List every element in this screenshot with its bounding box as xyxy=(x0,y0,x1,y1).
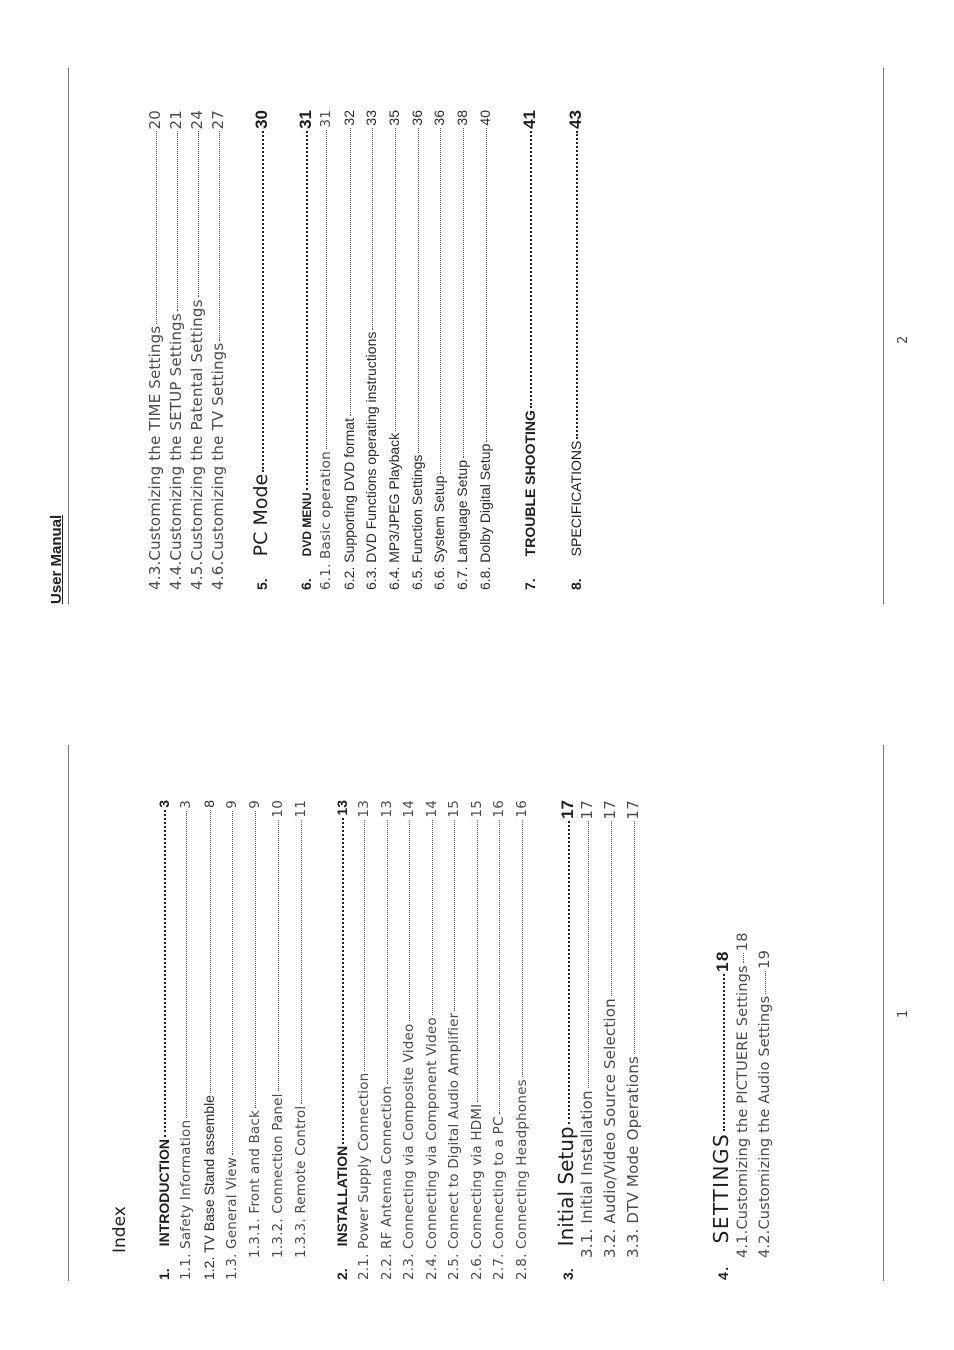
toc-item-6-3[interactable]: 6.3. DVD Functions operating instructions 33 xyxy=(363,110,380,590)
toc-item-2-2[interactable]: 2.2. RF Antenna Connection 13 xyxy=(378,800,395,1280)
toc-item-4-2[interactable]: 4.2.Customizing the Audio Settings 19 xyxy=(757,950,773,1258)
toc-item-1-3-3[interactable]: 1.3.3. Remote Control 11 xyxy=(293,800,309,1258)
toc-section-1[interactable]: 1.INTRODUCTION 3 xyxy=(156,800,172,1280)
toc-right xyxy=(146,110,590,590)
toc-item-6-4[interactable]: 6.4. MP3/JPEG Playback 35 xyxy=(386,110,403,590)
toc-section-7[interactable]: 7.TROUBLE SHOOTING 41 xyxy=(519,110,539,590)
toc-item-4-3[interactable]: 4.3.Customizing the TIME Settings 20 xyxy=(146,110,164,590)
page-number-right: 2 xyxy=(896,335,911,344)
page-number-left: 1 xyxy=(896,1009,911,1018)
toc-item-2-6[interactable]: 2.6. Connecting via HDMI 15 xyxy=(468,800,485,1280)
toc-item-1-1[interactable]: 1.1. Safety Information 3 xyxy=(178,800,194,1280)
toc-section-5[interactable]: 5.PC Mode 30 xyxy=(250,110,272,590)
bottom-left-rule xyxy=(68,745,69,1281)
toc-item-1-2[interactable]: 1.2. TV Base Stand assemble 8 xyxy=(201,800,217,1280)
toc-item-4-1[interactable]: 4.1.Customizing the PICTUERE Settings 18 xyxy=(735,932,751,1258)
toc-item-2-7[interactable]: 2.7. Connecting to a PC 16 xyxy=(491,800,507,1280)
toc-item-1-3-1[interactable]: 1.3.1. Front and Back 9 xyxy=(247,800,263,1258)
toc-item-4-4[interactable]: 4.4.Customizing the SETUP Settings 21 xyxy=(167,110,185,590)
toc-item-3-2[interactable]: 3.2. Audio/Video Source Selection 17 xyxy=(601,800,619,1258)
toc-item-6-1[interactable]: 6.1. Basic operation 31 xyxy=(318,110,334,590)
toc-item-4-5[interactable]: 4.5.Customizing the Patental Settings 24 xyxy=(188,110,206,590)
toc-item-2-3[interactable]: 2.3. Connecting via Composite Video 14 xyxy=(401,800,417,1280)
toc-item-2-5[interactable]: 2.5. Connect to Digital Audio Amplifier 15 xyxy=(446,800,462,1280)
toc-item-2-8[interactable]: 2.8. Connecting Headphones 16 xyxy=(513,800,530,1280)
bottom-right-rule xyxy=(883,745,884,1281)
header-label: User Manual xyxy=(48,514,65,604)
toc-item-6-6[interactable]: 6.6. System Setup 36 xyxy=(431,110,448,590)
toc-item-1-3-2[interactable]: 1.3.2. Connection Panel 10 xyxy=(270,800,286,1258)
toc-item-1-3[interactable]: 1.3. General View 9 xyxy=(224,800,240,1280)
toc-section-4[interactable]: 4.SETTINGS 18 xyxy=(709,950,733,1280)
toc-item-2-4[interactable]: 2.4. Connecting via Component Video 14 xyxy=(423,800,440,1280)
toc-item-6-5[interactable]: 6.5. Function Settings 36 xyxy=(408,110,425,590)
toc-item-6-8[interactable]: 6.8. Dolby Digital Setup 40 xyxy=(476,110,493,590)
toc-left xyxy=(156,800,779,1280)
toc-section-3[interactable]: 3.Initial Setup 17 xyxy=(554,800,578,1280)
toc-item-2-1[interactable]: 2.1. Power Supply Connection 13 xyxy=(356,800,372,1280)
toc-item-3-1[interactable]: 3.1. Initial Installation 17 xyxy=(578,800,596,1258)
index-title: Index xyxy=(110,1206,130,1253)
toc-item-3-3[interactable]: 3.3. DTV Mode Operations 17 xyxy=(624,800,642,1258)
toc-item-4-6[interactable]: 4.6.Customizing the TV Settings 27 xyxy=(209,110,227,590)
toc-section-6[interactable]: 6.DVD MENU 31 xyxy=(296,110,315,590)
toc-item-6-2[interactable]: 6.2. Supporting DVD format 32 xyxy=(340,110,357,590)
toc-section-2[interactable]: 2.INSTALLATION 13 xyxy=(334,800,350,1280)
toc-section-8[interactable]: 8.SPECIFICATIONS 43 xyxy=(565,110,585,590)
top-left-rule xyxy=(68,68,69,604)
toc-item-6-7[interactable]: 6.7. Language Setup 38 xyxy=(454,110,471,590)
top-right-rule xyxy=(883,68,884,604)
